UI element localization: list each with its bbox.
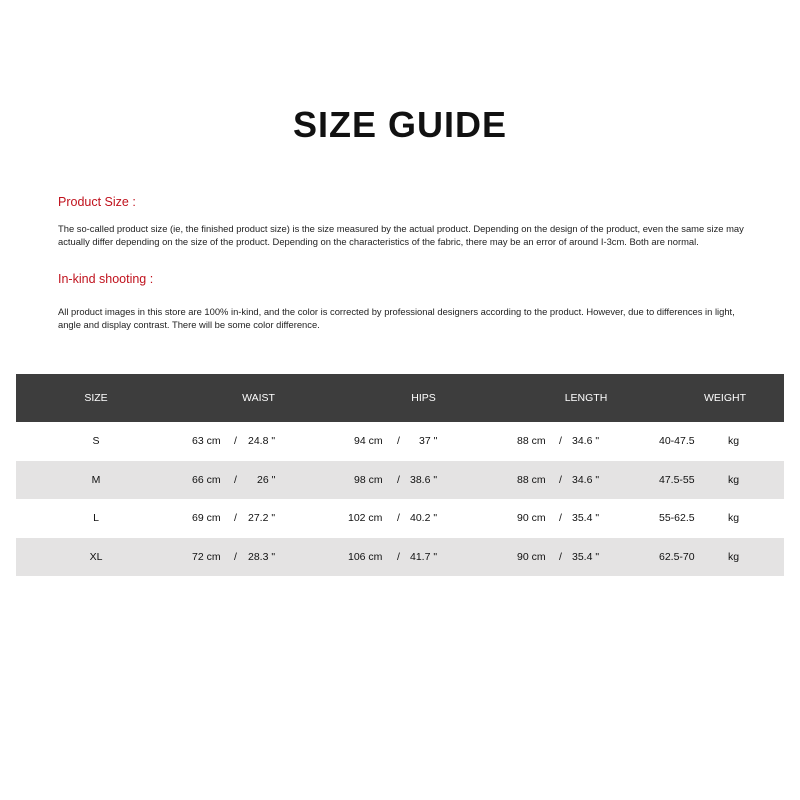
table-row-xl xyxy=(16,538,784,577)
separator: / xyxy=(234,512,237,525)
size-cell: XL xyxy=(89,550,103,563)
waist-in: 24.8 " xyxy=(248,435,276,448)
waist-cm: 72 cm xyxy=(192,550,221,563)
weight-unit: kg xyxy=(728,473,740,486)
length-in: 34.6 " xyxy=(572,473,600,486)
weight-value: 47.5-55 xyxy=(659,473,695,486)
separator: / xyxy=(234,550,237,563)
separator: / xyxy=(234,473,237,486)
size-cell: L xyxy=(93,512,99,525)
table-header-row xyxy=(16,374,784,422)
hips-cm: 98 cm xyxy=(354,473,383,486)
page-title: SIZE GUIDE xyxy=(292,104,508,145)
waist-in: 28.3 " xyxy=(248,550,276,563)
length-cm: 88 cm xyxy=(517,473,546,486)
size-cell: M xyxy=(91,473,101,486)
separator: / xyxy=(234,435,237,448)
waist-cm: 66 cm xyxy=(192,473,221,486)
header-hips: HIPS xyxy=(411,392,436,404)
waist-cm: 63 cm xyxy=(192,435,221,448)
length-cm: 90 cm xyxy=(517,512,546,525)
hips-cm: 106 cm xyxy=(348,550,383,563)
header-waist: WAIST xyxy=(242,392,275,404)
separator: / xyxy=(559,435,562,448)
header-length: LENGTH xyxy=(564,392,608,404)
hips-in: 41.7 " xyxy=(410,550,438,563)
length-in: 34.6 " xyxy=(572,435,600,448)
size-table xyxy=(16,374,784,576)
table-row-m xyxy=(16,461,784,500)
weight-value: 55-62.5 xyxy=(659,512,695,525)
separator: / xyxy=(559,512,562,525)
length-in: 35.4 " xyxy=(572,550,600,563)
waist-in: 26 " xyxy=(257,473,276,486)
separator: / xyxy=(559,473,562,486)
length-cm: 90 cm xyxy=(517,550,546,563)
header-weight: WEIGHT xyxy=(704,392,746,404)
table-row-s xyxy=(16,422,784,461)
product-size-heading: Product Size : xyxy=(58,195,136,209)
hips-in: 37 " xyxy=(419,435,438,448)
weight-unit: kg xyxy=(728,435,740,448)
hips-cm: 94 cm xyxy=(354,435,383,448)
hips-in: 40.2 " xyxy=(410,512,438,525)
size-cell: S xyxy=(92,435,100,448)
separator: / xyxy=(559,550,562,563)
table-row-l xyxy=(16,499,784,538)
hips-cm: 102 cm xyxy=(348,512,383,525)
separator: / xyxy=(397,435,400,448)
separator: / xyxy=(397,512,400,525)
weight-unit: kg xyxy=(728,550,740,563)
in-kind-shooting-description: All product images in this store are 100% in-kind, and the color is corrected by professional designers according to the product. However, due to differences in light, angle and display contrast. There will be some color difference. xyxy=(58,306,735,330)
product-size-description: The so-called product size (ie, the finished product size) is the size measured by the actual product. Depending on the design of the product, even the same size may actually differ depending on the size of the product. Depending on the characteristics of the fabric, there may be an error of around I-3cm. Both are normal. xyxy=(58,223,744,247)
length-cm: 88 cm xyxy=(517,435,546,448)
weight-value: 62.5-70 xyxy=(659,550,695,563)
waist-cm: 69 cm xyxy=(192,512,221,525)
waist-in: 27.2 " xyxy=(248,512,276,525)
weight-value: 40-47.5 xyxy=(659,435,695,448)
in-kind-shooting-heading: In-kind shooting : xyxy=(58,272,154,286)
separator: / xyxy=(397,550,400,563)
header-size: SIZE xyxy=(84,392,108,404)
hips-in: 38.6 " xyxy=(410,473,438,486)
separator: / xyxy=(397,473,400,486)
weight-unit: kg xyxy=(728,512,740,525)
length-in: 35.4 " xyxy=(572,512,600,525)
